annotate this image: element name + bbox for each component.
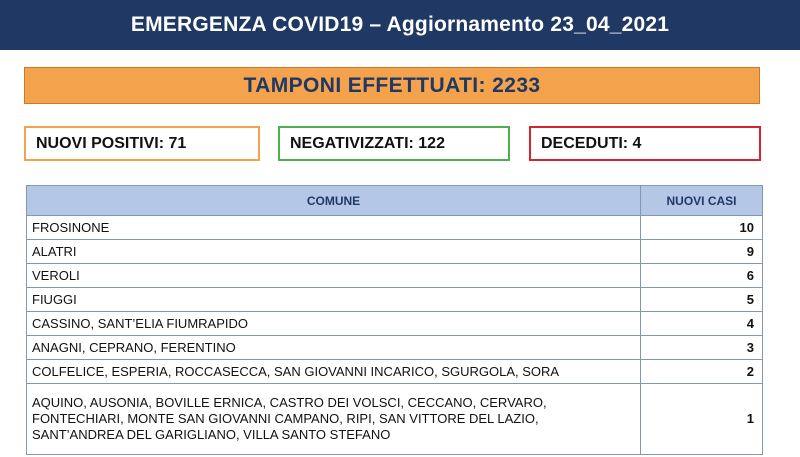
table-header-row <box>27 186 763 216</box>
comune-line: AQUINO, AUSONIA, BOVILLE ERNICA, CASTRO DEI VOLSCI, CECCANO, CERVARO, <box>32 395 547 410</box>
table-row <box>27 336 763 360</box>
comune-cell-multiline <box>27 384 641 455</box>
cases-cell: 6 <box>641 264 763 288</box>
page-title: EMERGENZA COVID19 – Aggiornamento 23_04_2021 <box>130 13 670 36</box>
tamponi-banner <box>24 67 760 104</box>
comune-cell: CASSINO, SANT’ELIA FIUMRAPIDO <box>27 312 641 336</box>
nuovi-positivi-label: NUOVI POSITIVI: 71 <box>36 134 187 152</box>
comune-line: FONTECHIARI, MONTE SAN GIOVANNI CAMPANO, RIPI, SAN VITTORE DEL LAZIO, <box>32 411 539 426</box>
negativizzati-box <box>278 126 510 161</box>
table-row <box>27 216 763 240</box>
table-row <box>27 264 763 288</box>
deceduti-box <box>529 126 761 161</box>
cases-cell: 10 <box>641 216 763 240</box>
cases-cell: 4 <box>641 312 763 336</box>
comune-cell: FIUGGI <box>27 288 641 312</box>
comune-cell: FROSINONE <box>27 216 641 240</box>
comune-cell: ALATRI <box>27 240 641 264</box>
table-row <box>27 288 763 312</box>
title-banner <box>0 0 800 50</box>
tamponi-label: TAMPONI EFFETTUATI: 2233 <box>243 73 541 97</box>
table-row <box>27 384 763 455</box>
comune-cell: ANAGNI, CEPRANO, FERENTINO <box>27 336 641 360</box>
cases-cell: 3 <box>641 336 763 360</box>
comune-cell: VEROLI <box>27 264 641 288</box>
cases-cell: 2 <box>641 360 763 384</box>
comune-cell: COLFELICE, ESPERIA, ROCCASECCA, SAN GIOVANNI INCARICO, SGURGOLA, SORA <box>27 360 641 384</box>
negativizzati-label: NEGATIVIZZATI: 122 <box>290 134 445 152</box>
column-header-nuovi-casi: NUOVI CASI <box>641 186 763 216</box>
deceduti-label: DECEDUTI: 4 <box>541 134 642 152</box>
comune-line: SANT’ANDREA DEL GARIGLIANO, VILLA SANTO STEFANO <box>32 427 391 442</box>
cases-cell: 5 <box>641 288 763 312</box>
cases-cell: 9 <box>641 240 763 264</box>
cases-table <box>26 185 763 455</box>
table-row <box>27 312 763 336</box>
nuovi-positivi-box <box>24 126 260 161</box>
column-header-comune: COMUNE <box>27 186 641 216</box>
table-row <box>27 240 763 264</box>
table-row <box>27 360 763 384</box>
cases-cell: 1 <box>641 384 763 455</box>
